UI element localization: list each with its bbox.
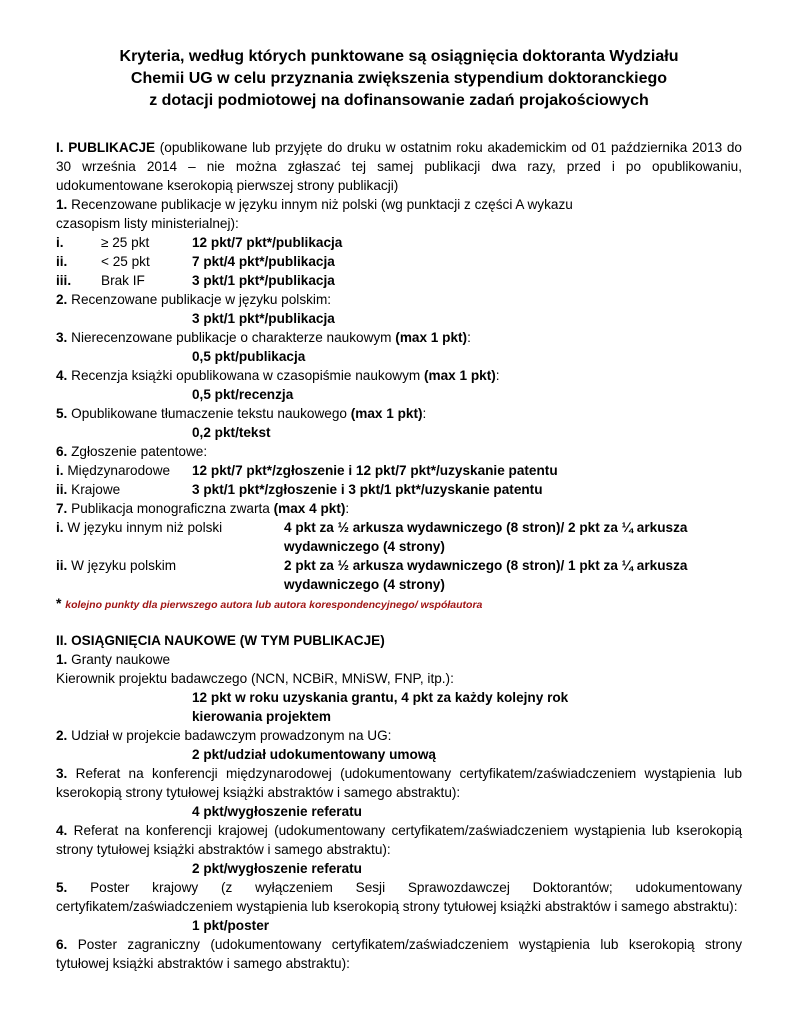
section-2-heading: II. OSIĄGNIĘCIA NAUKOWE (W TYM PUBLIKACJE) [56, 633, 385, 648]
document-title [56, 46, 742, 112]
s1-item-7-row: i. W języku innym niż polski 4 pkt za ½ arkusza wydawniczego (8 stron)/ 2 pkt za ¼ arkusza wydawniczego (4 strony) [56, 520, 688, 554]
s2-item-4: 4. Referat na konferencji krajowej (udokumentowany certyfikatem/zaświadczeniem wystąpienia lub kserokopią strony tytułowej książki abstraktów i samego abstraktu): [56, 823, 743, 857]
s2-item-5-value: 1 pkt/poster [192, 918, 270, 933]
s1-item-7-row: ii. W języku polskim 2 pkt za ½ arkusza wydawniczego (8 stron)/ 1 pkt za ¼ arkusza wydawniczego (4 strony) [56, 558, 688, 592]
document-page [56, 46, 742, 973]
s1-item-6-row: i. Międzynarodowe 12 pkt/7 pkt*/zgłoszenie i 12 pkt/7 pkt*/uzyskanie patentu [56, 463, 558, 478]
title-line-2: Chemii UG w celu przyznania zwiększenia stypendium doktoranckiego [130, 70, 668, 87]
footnote [56, 594, 742, 615]
s2-item-5: 5. Poster krajowy (z wyłączeniem Sesji Sprawozdawczej Doktorantów; udokumentowany certyfikatem/zaświadczeniem wystąpienia lub kserokopią strony tytułowej książki abstraktów i samego abstraktu): [56, 880, 743, 914]
s1-item-1: 1. Recenzowane publikacje w języku innym niż polski (wg punktacji z części A wykazu [56, 197, 573, 212]
title-line-1: Kryteria, według których punktowane są osiągnięcia doktoranta Wydziału [119, 48, 679, 65]
s1-item-7: 7. Publikacja monograficzna zwarta (max 4 pkt): [56, 501, 350, 516]
s2-item-1-sub: Kierownik projektu badawczego (NCN, NCBiR, MNiSW, FNP, itp.): [56, 671, 454, 686]
footnote-star: * [56, 595, 62, 611]
s1-item-2-value: 3 pkt/1 pkt*/publikacja [192, 311, 335, 326]
s2-item-3: 3. Referat na konferencji międzynarodowej (udokumentowany certyfikatem/zaświadczeniem wystąpienia lub kserokopią strony tytułowej książki abstraktów i samego abstraktu): [56, 766, 743, 800]
s2-item-1-value-cont: kierowania projektem [192, 709, 332, 724]
section-1-description: (opublikowane lub przyjęte do druku w ostatnim roku akademickim od 01 października 2013 do 30 września 2014 – nie można zgłaszać tej samej publikacji dwa razy, przed i po opublikowaniu, udokumentowane kserokopią pierwszej strony publikacji) [56, 140, 742, 193]
s1-item-5-value: 0,2 pkt/tekst [192, 425, 271, 440]
s1-item-4: 4. Recenzja książki opublikowana w czasopiśmie naukowym (max 1 pkt): [56, 368, 500, 383]
s1-item-1-row: iii. Brak IF 3 pkt/1 pkt*/publikacja [56, 273, 335, 288]
s1-item-1-row: i. ≥ 25 pkt 12 pkt/7 pkt*/publikacja [56, 235, 343, 250]
s1-item-1-cont: czasopism listy ministerialnej): [56, 216, 239, 231]
s1-item-5: 5. Opublikowane tłumaczenie tekstu naukowego (max 1 pkt): [56, 406, 427, 421]
s2-item-2: 2. Udział w projekcie badawczym prowadzonym na UG: [56, 728, 392, 743]
title-line-3: z dotacji podmiotowej na dofinansowanie zadań projakościowych [149, 92, 649, 109]
s1-item-3: 3. Nierecenzowane publikacje o charakterze naukowym (max 1 pkt): [56, 330, 471, 345]
s1-item-1-row: ii. < 25 pkt 7 pkt/4 pkt*/publikacja [56, 254, 335, 269]
s1-item-4-value: 0,5 pkt/recenzja [192, 387, 294, 402]
footnote-text: kolejno punkty dla pierwszego autora lub autora korespondencyjnego/ współautora [65, 599, 483, 611]
s1-item-3-value: 0,5 pkt/publikacja [192, 349, 306, 364]
s2-item-6: 6. Poster zagraniczny (udokumentowany certyfikatem/zaświadczeniem wystąpienia lub kserokopią strony tytułowej książki abstraktów i samego abstraktu): [56, 937, 743, 971]
section-1-heading: I. PUBLIKACJE [56, 140, 156, 155]
s2-item-1-value: 12 pkt w roku uzyskania grantu, 4 pkt za każdy kolejny rok [192, 690, 569, 705]
s1-item-6-row: ii. Krajowe 3 pkt/1 pkt*/zgłoszenie i 3 pkt/1 pkt*/uzyskanie patentu [56, 482, 543, 497]
s2-item-3-value: 4 pkt/wygłoszenie referatu [192, 804, 362, 819]
s1-item-2: 2. Recenzowane publikacje w języku polskim: [56, 292, 332, 307]
section-1-intro [56, 138, 742, 195]
s2-item-2-value: 2 pkt/udział udokumentowany umową [192, 747, 436, 762]
s2-item-4-value: 2 pkt/wygłoszenie referatu [192, 861, 362, 876]
s2-item-1: 1. Granty naukowe [56, 652, 171, 667]
s1-item-6: 6. Zgłoszenie patentowe: [56, 444, 208, 459]
